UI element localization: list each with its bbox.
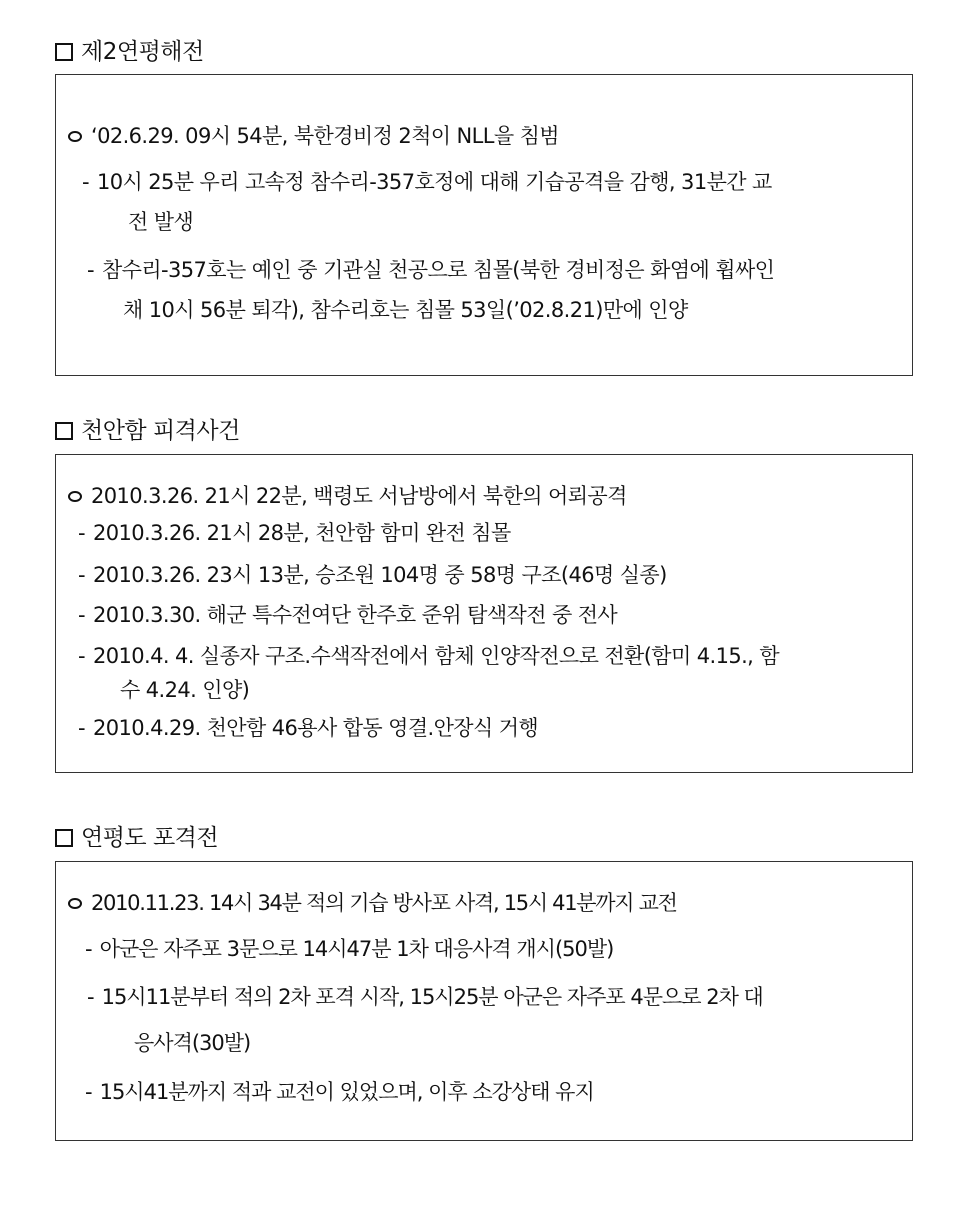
list-item: [78, 642, 779, 670]
list-item: [82, 168, 772, 196]
bullet-text: 2010.3.26. 21시 22분, 백령도 서남방에서 북한의 어뢰공격: [91, 484, 627, 508]
dash-marker: -: [78, 603, 85, 627]
bullet-text: 2010.11.23. 14시 34분 적의 기습 방사포 사격, 15시 41분까지 교전: [91, 891, 677, 915]
section-title-yeonpyeong-shelling: [55, 823, 218, 853]
list-item-continuation: [134, 1029, 250, 1057]
list-item: [78, 519, 511, 547]
list-item-text: 15시11분부터 적의 2차 포격 시작, 15시25분 아군은 자주포 4문으로 2차 대: [101, 985, 763, 1009]
section-title-text: 연평도 포격전: [81, 825, 219, 851]
list-item-text: 채 10시 56분 퇴각), 참수리호는 침몰 53일(’02.8.21)만에 인양: [123, 298, 688, 322]
bullet-line: [68, 122, 559, 150]
list-item-continuation: [128, 208, 193, 236]
bullet-text: ‘02.6.29. 09시 54분, 북한경비정 2척이 NLL을 침범: [91, 124, 559, 148]
list-item-continuation: [123, 296, 688, 324]
list-item-text: 수 4.24. 인양): [120, 678, 250, 702]
dash-marker: -: [87, 985, 94, 1009]
section-title-cheonan: [55, 416, 240, 446]
checkbox-icon: [55, 829, 73, 847]
list-item-text: 2010.4. 4. 실종자 구조.수색작전에서 함체 인양작전으로 전환(함미 4.15., 함: [92, 644, 780, 668]
circle-bullet-icon: [68, 491, 82, 502]
list-item-text: 10시 25분 우리 고속정 참수리-357호정에 대해 기습공격을 감행, 31분간 교: [96, 170, 772, 194]
section-title-text: 천안함 피격사건: [81, 418, 240, 444]
list-item-text: 15시41분까지 적과 교전이 있었으며, 이후 소강상태 유지: [99, 1080, 594, 1104]
list-item: [85, 1078, 594, 1106]
bullet-line: [68, 889, 677, 917]
section-title-text: 제2연평해전: [81, 39, 204, 65]
list-item: [85, 935, 613, 963]
list-item: [78, 561, 667, 589]
dash-marker: -: [85, 937, 92, 961]
circle-bullet-icon: [68, 131, 82, 142]
list-item-text: 전 발생: [128, 210, 194, 234]
list-item: [78, 601, 617, 629]
list-item-text: 2010.3.26. 21시 28분, 천안함 함미 완전 침몰: [92, 521, 511, 545]
dash-marker: -: [87, 258, 94, 282]
dash-marker: -: [78, 716, 85, 740]
dash-marker: -: [85, 1080, 92, 1104]
section-title-2nd-yeonpyeong: [55, 37, 204, 67]
list-item: [78, 714, 538, 742]
content-box-2nd-yeonpyeong: [55, 74, 913, 376]
checkbox-icon: [55, 422, 73, 440]
list-item-text: 아군은 자주포 3문으로 14시47분 1차 대응사격 개시(50발): [99, 937, 614, 961]
list-item: [87, 983, 763, 1011]
bullet-line: [68, 482, 627, 510]
list-item-text: 2010.3.26. 23시 13분, 승조원 104명 중 58명 구조(46명 실종): [92, 563, 667, 587]
list-item: [87, 256, 774, 284]
list-item-text: 2010.3.30. 해군 특수전여단 한주호 준위 탐색작전 중 전사: [92, 603, 618, 627]
dash-marker: -: [78, 521, 85, 545]
dash-marker: -: [82, 170, 89, 194]
dash-marker: -: [78, 563, 85, 587]
list-item-text: 참수리-357호는 예인 중 기관실 천공으로 침몰(북한 경비정은 화염에 휩싸인: [101, 258, 775, 282]
content-box-cheonan: [55, 454, 913, 773]
list-item-continuation: [120, 676, 249, 704]
dash-marker: -: [78, 644, 85, 668]
list-item-text: 응사격(30발): [134, 1031, 251, 1055]
circle-bullet-icon: [68, 898, 82, 909]
content-box-yeonpyeong-shelling: [55, 861, 913, 1141]
list-item-text: 2010.4.29. 천안함 46용사 합동 영결.안장식 거행: [92, 716, 539, 740]
checkbox-icon: [55, 43, 73, 61]
